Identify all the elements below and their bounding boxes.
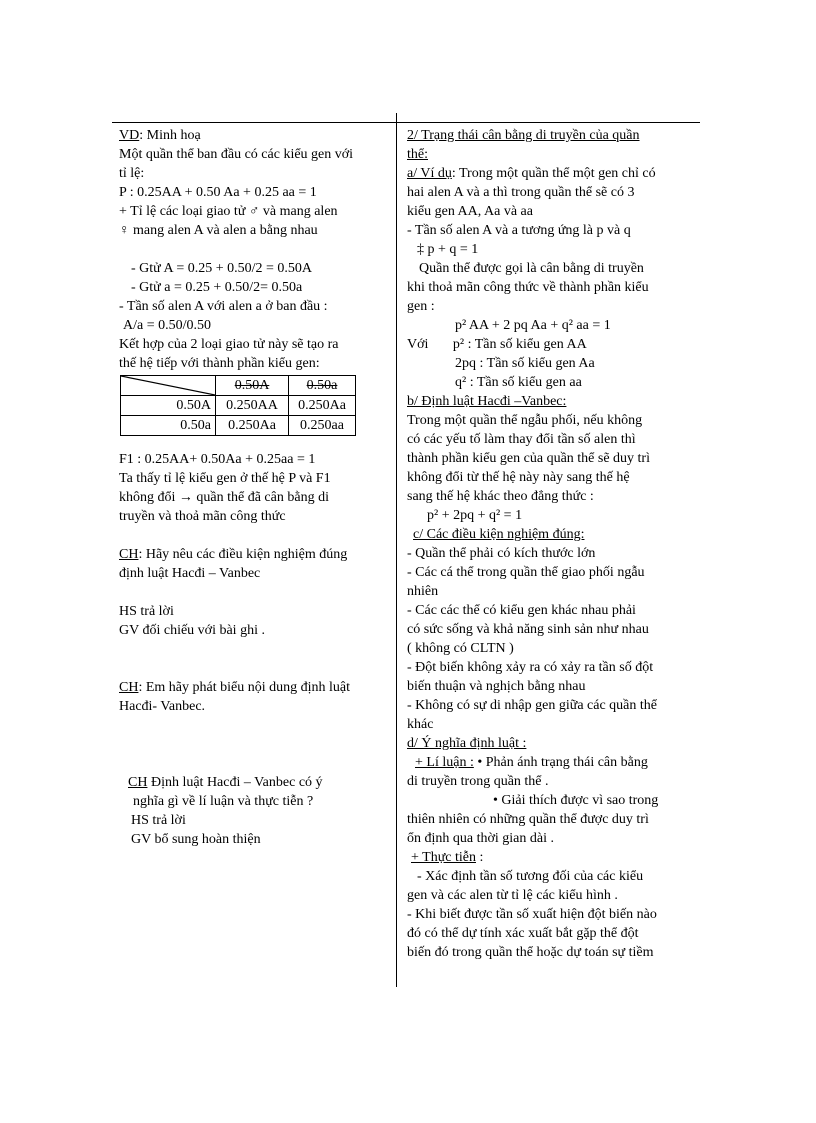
gamete-line: ♀ mang alen A và alen a bằng nhau	[119, 223, 318, 238]
question-1-cont: định luật Hacđi – Vanbec	[119, 566, 261, 581]
table-row-header: 0.50A	[121, 396, 216, 416]
question-2-cont: Hacđi- Vanbec.	[119, 699, 206, 714]
p-formula: P : 0.25AA + 0.50 Aa + 0.25 aa = 1	[119, 185, 317, 200]
table-row	[121, 416, 356, 436]
condition-item: - Các cá thể trong quần thể giao phối ngẫu	[407, 565, 645, 580]
law-line: không đổi từ thế hệ này này sang thế hệ	[407, 470, 630, 485]
practice-line: gen và các alen từ tỉ lệ các kiểu hình .	[407, 888, 618, 903]
law-line: sang thế hệ khác theo đẳng thức :	[407, 489, 594, 504]
condition-item: - Quần thể phải có kích thước lớn	[407, 546, 596, 561]
significance-heading: d/ Ý nghĩa định luật :	[407, 736, 527, 751]
question-3: CH Định luật Hacđi – Vanbec có ý	[128, 775, 323, 790]
law-line: thành phần kiểu gen của quần thể sẽ duy trì	[407, 451, 650, 466]
table-cell: 0.250Aa	[289, 396, 356, 416]
section-2-title: 2/ Trạng thái cân bằng di truyền của quần	[407, 128, 640, 143]
equilibrium-line: khi thoả mãn công thức về thành phần kiểu	[407, 280, 649, 295]
gamete-A-line: - Gtử A = 0.25 + 0.50/2 = 0.50A	[131, 261, 313, 276]
combine-line: Kết hợp của 2 loại giao tử này sẽ tạo ra	[119, 337, 339, 352]
practice-line: đó có thể dự tính xác xuất bắt gặp thể đột	[407, 926, 639, 941]
equilibrium-line: gen :	[407, 299, 435, 314]
law-heading: b/ Định luật Hacđi –Vanbec:	[407, 394, 567, 409]
condition-item: - Không có sự di nhập gen giữa các quần thể	[407, 698, 657, 713]
condition-item-cont: khác	[407, 717, 434, 732]
combine-line: thế hệ tiếp với thành phần kiểu gen:	[119, 356, 320, 371]
practice-line: - Khi biết được tần số xuất hiện đột biến nào	[407, 907, 657, 922]
with-line: 2pq : Tần số kiểu gen Aa	[455, 356, 595, 371]
example-line: kiểu gen AA, Aa và aa	[407, 204, 533, 219]
theory-line: • Giải thích được vì sao trong	[493, 793, 659, 808]
gamete-a-line: - Gtử a = 0.25 + 0.50/2= 0.50a	[131, 280, 303, 295]
practice-line: biến đó trong quần thể hoặc dự toán sự tiềm	[407, 945, 654, 960]
vd-heading: VD: Minh hoạ	[119, 128, 201, 143]
table-col-header: 0.50A	[216, 376, 289, 396]
table-header-row	[121, 376, 356, 396]
gamete-line: + Tỉ lệ các loại giao tử ♂ và mang alen	[119, 204, 338, 219]
intro-line: tỉ lệ:	[119, 166, 145, 181]
right-column	[407, 126, 699, 962]
with-line: Với p² : Tần số kiểu gen AA	[407, 337, 587, 352]
table-row-header: 0.50a	[121, 416, 216, 436]
equilibrium-line: Quần thể được gọi là cân bằng di truyền	[419, 261, 644, 276]
punnett-table	[120, 375, 356, 436]
practice-line: - Xác định tần số tương đối của các kiểu	[417, 869, 644, 884]
table-cell: 0.250aa	[289, 416, 356, 436]
theory-line: ổn định qua thời gian dài .	[407, 831, 554, 846]
table-row	[121, 396, 356, 416]
theory-line: di truyền trong quần thể .	[407, 774, 549, 789]
table-col-header: 0.50a	[289, 376, 356, 396]
law-line: Trong một quần thể ngẫu phối, nếu không	[407, 413, 643, 428]
question-3-cont: nghĩa gì về lí luận và thực tiễn ?	[133, 794, 314, 809]
law-formula: p² + 2pq + q² = 1	[427, 508, 523, 523]
allele-ratio: A/a = 0.50/0.50	[123, 318, 211, 333]
table-corner-cell	[121, 376, 216, 396]
section-2-title-cont: thể:	[407, 147, 428, 162]
conclusion-line: truyền và thoả mãn công thức	[119, 509, 286, 524]
allele-frequency-line: - Tần số alen A với alen a ở ban đầu :	[119, 299, 328, 314]
condition-item-cont: ( không có CLTN )	[407, 641, 514, 656]
conclusion-line: Ta thấy tỉ lệ kiểu gen ở thế hệ P và F1	[119, 471, 331, 486]
teacher-note: GV đối chiếu với bài ghi .	[119, 623, 265, 638]
law-line: có các yếu tố làm thay đổi tần số alen thì	[407, 432, 636, 447]
conclusion-line: không đổi → quần thể đã cân bằng di	[119, 490, 329, 505]
condition-item-cont: có sức sống và khả năng sinh sản như nhau	[407, 622, 649, 637]
left-column	[119, 126, 389, 849]
practice-heading: + Thực tiễn :	[411, 850, 484, 865]
question-2: CH: Em hãy phát biểu nội dung định luật	[119, 680, 350, 695]
column-divider	[396, 113, 397, 987]
question-1: CH: Hãy nêu các điều kiện nghiệm đúng	[119, 547, 348, 562]
top-rule	[112, 122, 700, 123]
conditions-heading: c/ Các điều kiện nghiệm đúng:	[413, 527, 585, 542]
theory-line: thiên nhiên có những quần thể được duy trì	[407, 812, 649, 827]
student-answer: HS trả lời	[131, 813, 186, 828]
teacher-note: GV bổ sung hoàn thiện	[131, 832, 261, 847]
with-line: q² : Tần số kiểu gen aa	[455, 375, 582, 390]
diagonal-line	[121, 376, 215, 395]
condition-item-cont: biến thuận và nghịch bằng nhau	[407, 679, 586, 694]
example-line: hai alen A và a thì trong quần thể sẽ có 3	[407, 185, 635, 200]
condition-item-cont: nhiên	[407, 584, 439, 599]
f1-formula: F1 : 0.25AA+ 0.50Aa + 0.25aa = 1	[119, 452, 316, 467]
condition-item: - Các các thể có kiểu gen khác nhau phải	[407, 603, 636, 618]
condition-item: - Đột biến không xảy ra có xảy ra tần số đột	[407, 660, 654, 675]
example-heading: a/ Ví dụ: Trong một quần thể một gen chỉ có	[407, 166, 656, 181]
student-answer: HS trả lời	[119, 604, 174, 619]
table-cell: 0.250AA	[216, 396, 289, 416]
table-cell: 0.250Aa	[216, 416, 289, 436]
example-line: - Tần số alen A và a tương ứng là p và q	[407, 223, 631, 238]
intro-line: Một quần thể ban đầu có các kiểu gen với	[119, 147, 354, 162]
theory-line: + Lí luận : • Phản ánh trạng thái cân bằng	[415, 755, 648, 770]
p-plus-q: ‡ p + q = 1	[417, 242, 479, 257]
hardy-weinberg-formula: p² AA + 2 pq Aa + q² aa = 1	[455, 318, 611, 333]
